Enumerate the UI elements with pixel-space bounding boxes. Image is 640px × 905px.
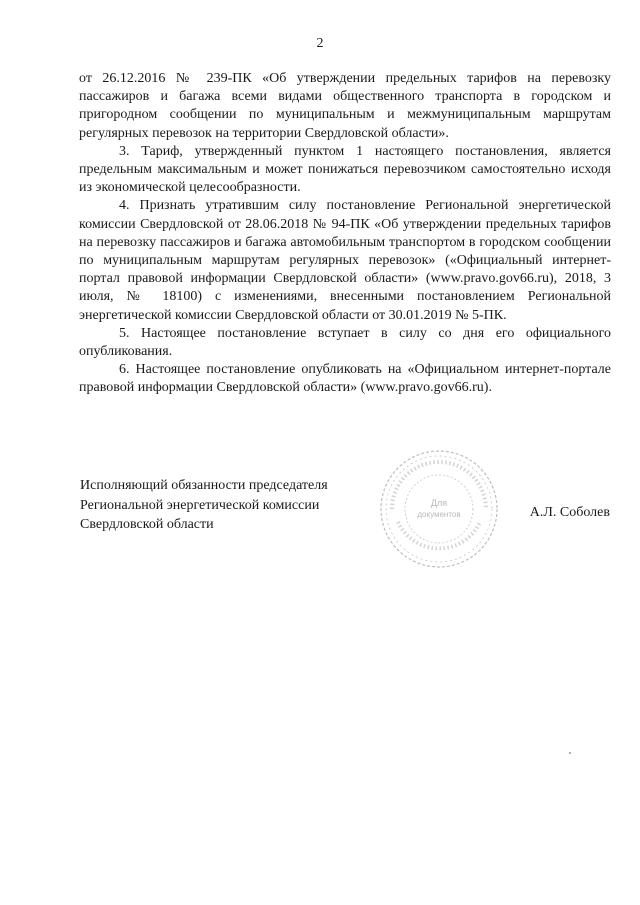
official-seal-stamp (378, 448, 500, 570)
signatory-title-line: Свердловской области (80, 517, 214, 532)
signatory-title (80, 476, 380, 535)
scan-speck (569, 752, 571, 754)
signatory-title-line: Исполняющий обязанности председателя (80, 478, 328, 493)
signatory-title-line: Региональной энергетической комиссии (80, 497, 320, 513)
paragraph-continuation: от 26.12.2016 № 239-ПК «Об утверждении предельных тарифов на перевозку пассажиров и багажа всеми видами общественного транспорта в городском и пригородном сообщении по муниципальным и межмуниципальным маршрутам регулярных перевозок на территории Свердловской области». (79, 71, 611, 141)
stamp-text-line-1: Для (430, 498, 448, 508)
paragraph-item-4: 4. Признать утратившим силу постановление Региональной энергетической комиссии Свердловской от 28.06.2018 № 94-ПК «Об утверждении предельных тарифов на перевозку пассажиров и багажа автомобильным транспортом в городском сообщении по муниципальным маршрутам регулярных перевозок» («Официальный интернет-портал правовой информации Свердловской области» (www.pravo.gov66.ru), 2018, 3 июля, № 18100) с изменениями, внесенными постановлением Региональной энергетической комиссии Свердловской области от 30.01.2019 № 5-ПК. (79, 198, 611, 323)
document-body (79, 70, 611, 398)
page-number: 2 (316, 36, 324, 51)
paragraph-item-3: 3. Тариф, утвержденный пунктом 1 настоящего постановления, является предельным максимальным и может понижаться перевозчиком самостоятельно исходя из экономической целесообразности. (79, 143, 611, 196)
paragraph-item-6: 6. Настоящее постановление опубликовать на «Официальном интернет-портале правовой информации Свердловской области» (www.pravo.gov66.ru). (79, 362, 611, 396)
paragraph-item-5: 5. Настоящее постановление вступает в силу со дня его официального опубликования. (79, 325, 611, 360)
signatory-name: А.Л. Соболев (529, 505, 610, 520)
stamp-text-line-2: документов (417, 510, 461, 519)
